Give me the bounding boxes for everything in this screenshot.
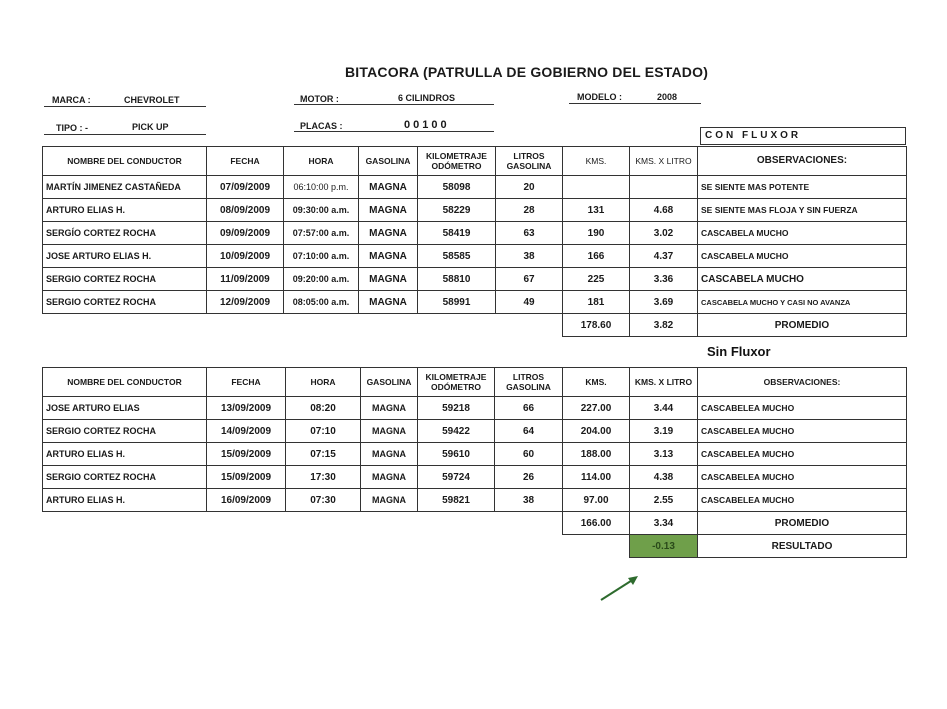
cell-conductor: JOSE ARTURO ELIAS H. (43, 245, 207, 268)
cell-hora: 17:30 (286, 466, 361, 489)
cell-fecha: 15/09/2009 (207, 443, 286, 466)
cell-hora: 08:20 (286, 397, 361, 420)
cell-kms: 114.00 (563, 466, 630, 489)
cell-litros: 26 (495, 466, 563, 489)
cell-fecha: 07/09/2009 (207, 176, 284, 199)
cell-kms: 131 (563, 199, 630, 222)
col-conductor: NOMBRE DEL CONDUCTOR (43, 147, 207, 176)
cell-kms (563, 176, 630, 199)
cell-gasolina: MAGNA (359, 199, 418, 222)
cell-kms-x-litro (630, 176, 698, 199)
cell-fecha: 13/09/2009 (207, 397, 286, 420)
promedio-label: PROMEDIO (698, 314, 907, 337)
cell-kms: 181 (563, 291, 630, 314)
col-gasolina: GASOLINA (359, 147, 418, 176)
cell-conductor: MARTÍN JIMENEZ CASTAÑEDA (43, 176, 207, 199)
cell-observaciones: CASCABELA MUCHO (698, 222, 907, 245)
table-row (43, 397, 907, 420)
sin-fluxor-label: Sin Fluxor (707, 344, 771, 359)
kilometraje-line1: KILOMETRAJE (426, 151, 487, 161)
cell-odometro: 59724 (418, 466, 495, 489)
table-row (43, 489, 907, 512)
marca-value: CHEVROLET (124, 95, 180, 105)
cell-gasolina: MAGNA (359, 291, 418, 314)
cell-odometro: 59422 (418, 420, 495, 443)
cell-fecha: 11/09/2009 (207, 268, 284, 291)
col-hora: HORA (284, 147, 359, 176)
table-total-row (43, 512, 907, 535)
cell-kms-x-litro: 3.36 (630, 268, 698, 291)
col-litros (495, 368, 563, 397)
cell-conductor: ARTURO ELIAS H. (43, 199, 207, 222)
cell-gasolina: MAGNA (359, 245, 418, 268)
col-conductor: NOMBRE DEL CONDUCTOR (43, 368, 207, 397)
table-header-row (43, 368, 907, 397)
cell-odometro: 59610 (418, 443, 495, 466)
table-row (43, 176, 907, 199)
col-kms: KMS. (563, 368, 630, 397)
col-observaciones: OBSERVACIONES: (698, 368, 907, 397)
motor-label: MOTOR : (300, 94, 339, 104)
cell-hora: 09:30:00 a.m. (284, 199, 359, 222)
motor-underline (294, 104, 494, 105)
tipo-value: PICK UP (132, 122, 169, 132)
litros-line2: GASOLINA (506, 382, 551, 392)
tipo-label: TIPO : - (56, 123, 88, 133)
cell-kms-x-litro: 4.68 (630, 199, 698, 222)
cell-observaciones: CASCABELEA MUCHO (698, 397, 907, 420)
table-row (43, 291, 907, 314)
cell-gasolina: MAGNA (359, 222, 418, 245)
placas-label: PLACAS : (300, 121, 343, 131)
cell-litros: 66 (495, 397, 563, 420)
document-title: BITACORA (PATRULLA DE GOBIERNO DEL ESTADO) (345, 64, 709, 80)
cell-odometro: 58419 (418, 222, 496, 245)
cell-odometro: 58810 (418, 268, 496, 291)
cell-kms-x-litro: 3.19 (630, 420, 698, 443)
cell-conductor: JOSE ARTURO ELIAS (43, 397, 207, 420)
cell-gasolina: MAGNA (361, 420, 418, 443)
litros-line2: GASOLINA (506, 161, 552, 171)
cell-observaciones: CASCABELA MUCHO Y CASI NO AVANZA (698, 291, 907, 314)
col-kms-x-litro: KMS. X LITRO (630, 147, 698, 176)
litros-line1: LITROS (512, 372, 545, 382)
cell-gasolina: MAGNA (359, 268, 418, 291)
cell-kms: 190 (563, 222, 630, 245)
cell-hora: 09:20:00 a.m. (284, 268, 359, 291)
cell-kms-x-litro: 2.55 (630, 489, 698, 512)
col-fecha: FECHA (207, 368, 286, 397)
kilometraje-line2: ODÓMETRO (430, 382, 482, 392)
cell-kms-x-litro: 4.37 (630, 245, 698, 268)
col-gasolina: GASOLINA (361, 368, 418, 397)
cell-fecha: 12/09/2009 (207, 291, 284, 314)
placas-value: 00100 (404, 119, 450, 131)
cell-kms: 204.00 (563, 420, 630, 443)
cell-odometro: 59821 (418, 489, 495, 512)
col-kilometraje (418, 368, 495, 397)
cell-kms-x-litro: 3.13 (630, 443, 698, 466)
cell-fecha: 15/09/2009 (207, 466, 286, 489)
cell-observaciones: CASCABELA MUCHO (698, 268, 907, 291)
cell-gasolina: MAGNA (361, 466, 418, 489)
col-kms-x-litro: KMS. X LITRO (630, 368, 698, 397)
tipo-underline (44, 134, 206, 135)
cell-litros: 20 (496, 176, 563, 199)
cell-conductor: ARTURO ELIAS H. (43, 443, 207, 466)
col-kms: KMS. (563, 147, 630, 176)
marca-label: MARCA : (52, 95, 91, 105)
cell-observaciones: SE SIENTE MAS POTENTE (698, 176, 907, 199)
cell-observaciones: CASCABELA MUCHO (698, 245, 907, 268)
cell-gasolina: MAGNA (361, 443, 418, 466)
table-row (43, 466, 907, 489)
cell-hora: 08:05:00 a.m. (284, 291, 359, 314)
cell-conductor: SERGÍO CORTEZ ROCHA (43, 222, 207, 245)
cell-kms-x-litro: 3.44 (630, 397, 698, 420)
cell-observaciones: CASCABELEA MUCHO (698, 466, 907, 489)
cell-fecha: 14/09/2009 (207, 420, 286, 443)
table-header-row (43, 147, 907, 176)
modelo-underline (569, 103, 701, 104)
placas-underline (294, 131, 494, 132)
cell-kms: 225 (563, 268, 630, 291)
modelo-label: MODELO : (577, 92, 622, 102)
modelo-value: 2008 (657, 92, 678, 102)
cell-hora: 07:10 (286, 420, 361, 443)
cell-litros: 49 (496, 291, 563, 314)
resultado-label: RESULTADO (698, 535, 907, 558)
marca-underline (44, 106, 206, 107)
cell-litros: 67 (496, 268, 563, 291)
cell-hora: 06:10:00 p.m. (284, 176, 359, 199)
cell-litros: 60 (495, 443, 563, 466)
cell-odometro: 58585 (418, 245, 496, 268)
kilometraje-line1: KILOMETRAJE (425, 372, 487, 382)
total-kms: 166.00 (563, 512, 630, 535)
cell-litros: 64 (495, 420, 563, 443)
cell-kms-x-litro: 3.69 (630, 291, 698, 314)
cell-hora: 07:57:00 a.m. (284, 222, 359, 245)
cell-kms-x-litro: 4.38 (630, 466, 698, 489)
cell-observaciones: CASCABELEA MUCHO (698, 443, 907, 466)
arrow-up-right-icon (598, 574, 642, 604)
cell-odometro: 58098 (418, 176, 496, 199)
table-result-row (43, 535, 907, 558)
cell-hora: 07:15 (286, 443, 361, 466)
cell-conductor: SERGIO CORTEZ ROCHA (43, 420, 207, 443)
cell-hora: 07:10:00 a.m. (284, 245, 359, 268)
promedio-label: PROMEDIO (698, 512, 907, 535)
cell-conductor: SERGIO CORTEZ ROCHA (43, 291, 207, 314)
table-con-fluxor (42, 146, 907, 337)
cell-observaciones: CASCABELEA MUCHO (698, 420, 907, 443)
col-litros (496, 147, 563, 176)
cell-gasolina: MAGNA (361, 397, 418, 420)
cell-litros: 63 (496, 222, 563, 245)
cell-kms-x-litro: 3.02 (630, 222, 698, 245)
cell-fecha: 10/09/2009 (207, 245, 284, 268)
cell-fecha: 08/09/2009 (207, 199, 284, 222)
cell-gasolina: MAGNA (359, 176, 418, 199)
table-row (43, 443, 907, 466)
total-kms-x-litro: 3.82 (630, 314, 698, 337)
table-row (43, 199, 907, 222)
litros-line1: LITROS (513, 151, 545, 161)
kilometraje-line2: ODÓMETRO (431, 161, 482, 171)
cell-conductor: ARTURO ELIAS H. (43, 489, 207, 512)
cell-observaciones: CASCABELEA MUCHO (698, 489, 907, 512)
cell-hora: 07:30 (286, 489, 361, 512)
total-kms-x-litro: 3.34 (630, 512, 698, 535)
cell-conductor: SERGIO CORTEZ ROCHA (43, 268, 207, 291)
cell-odometro: 58229 (418, 199, 496, 222)
col-kilometraje (418, 147, 496, 176)
table-row (43, 420, 907, 443)
cell-odometro: 58991 (418, 291, 496, 314)
con-fluxor-label: CON FLUXOR (700, 127, 906, 145)
cell-kms: 227.00 (563, 397, 630, 420)
cell-conductor: SERGIO CORTEZ ROCHA (43, 466, 207, 489)
cell-odometro: 59218 (418, 397, 495, 420)
table-total-row (43, 314, 907, 337)
cell-fecha: 16/09/2009 (207, 489, 286, 512)
motor-value: 6 CILINDROS (398, 93, 456, 103)
col-hora: HORA (286, 368, 361, 397)
col-observaciones: OBSERVACIONES: (698, 147, 907, 176)
resultado-value: -0.13 (630, 535, 698, 558)
cell-litros: 38 (495, 489, 563, 512)
total-kms: 178.60 (563, 314, 630, 337)
cell-kms: 97.00 (563, 489, 630, 512)
table-row (43, 222, 907, 245)
cell-fecha: 09/09/2009 (207, 222, 284, 245)
col-fecha: FECHA (207, 147, 284, 176)
cell-litros: 38 (496, 245, 563, 268)
table-row (43, 268, 907, 291)
table-row (43, 245, 907, 268)
table-sin-fluxor (42, 367, 907, 558)
cell-kms: 166 (563, 245, 630, 268)
cell-observaciones: SE SIENTE MAS FLOJA Y SIN FUERZA (698, 199, 907, 222)
cell-litros: 28 (496, 199, 563, 222)
cell-gasolina: MAGNA (361, 489, 418, 512)
cell-kms: 188.00 (563, 443, 630, 466)
